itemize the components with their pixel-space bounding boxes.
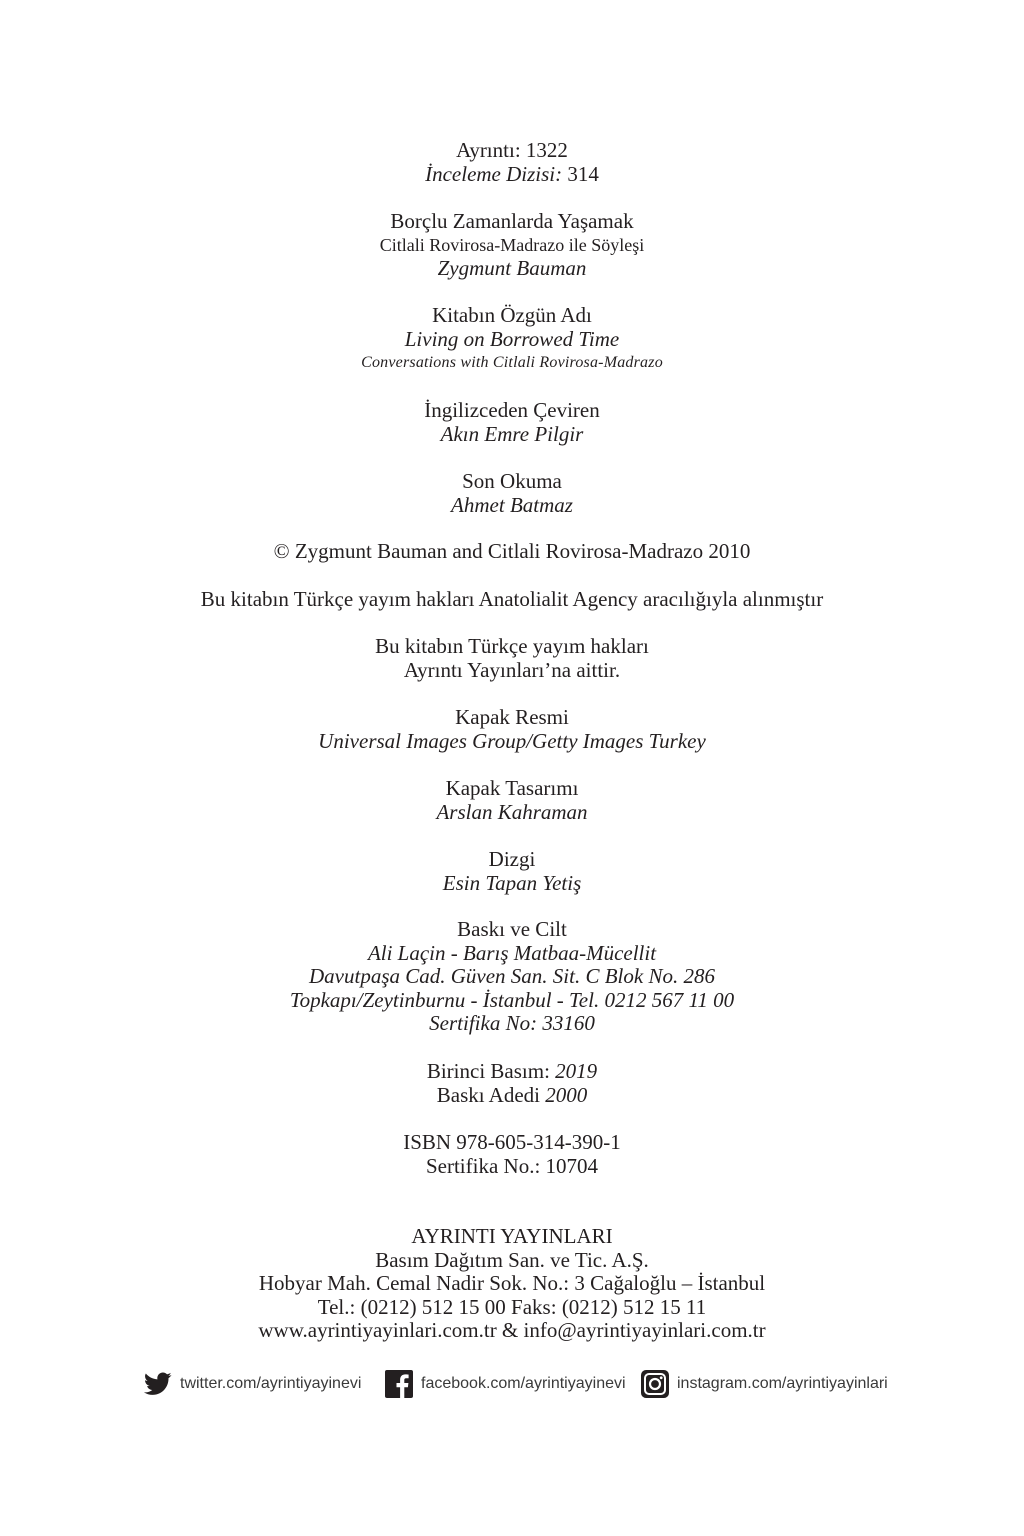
print-run [0,1084,1024,1108]
translator-heading: İngilizceden Çeviren [424,398,600,422]
first-edition [0,1060,1024,1084]
book-subtitle: Citlali Rovirosa-Madrazo ile Söyleşi [379,234,645,255]
typesetting-name: Esin Tapan Yetiş [442,870,582,895]
facebook-icon [385,1370,413,1398]
printing-heading: Baskı ve Cilt [457,917,567,941]
title-block [0,210,1024,281]
cover-image-heading: Kapak Resmi [455,705,569,729]
print-run-label: Baskı Adedi [436,1082,540,1107]
copyright-block [0,540,1024,564]
series-dizi [0,163,1024,187]
original-title-block [0,304,1024,375]
translator-name: Akın Emre Pilgir [440,421,584,446]
isbn-block [0,1131,1024,1178]
series-dizi-number: 314 [567,161,599,186]
rights-owner-line1: Bu kitabın Türkçe yayım hakları [375,634,649,658]
rights-agency-block [0,588,1024,612]
series-number: Ayrıntı: 1322 [456,138,568,162]
printing-block [0,918,1024,1036]
twitter-icon [144,1372,172,1396]
cover-design-block [0,777,1024,824]
rights-owner-block [0,635,1024,682]
instagram-icon [641,1370,669,1398]
publisher-name: AYRINTI YAYINLARI [411,1224,613,1248]
facebook-link[interactable] [385,1368,626,1400]
cover-image-credit: Universal Images Group/Getty Images Turkey [318,728,706,753]
proofreading-name: Ahmet Batmaz [451,492,573,517]
cover-design-name: Arslan Kahraman [436,799,588,824]
cover-design-heading: Kapak Tasarımı [445,776,579,800]
instagram-handle: instagram.com/ayrintiyayinlari [677,1375,888,1392]
facebook-handle: facebook.com/ayrintiyayinevi [421,1375,626,1392]
instagram-link[interactable] [641,1368,888,1400]
original-title: Living on Borrowed Time [404,326,620,351]
proofreading-block [0,470,1024,517]
rights-owner-line2: Ayrıntı Yayınları’na aittir. [403,657,621,682]
rights-agency-line: Bu kitabın Türkçe yayım hakları Anatolialit Agency aracılığıyla alınmıştır [200,587,824,611]
printing-line4: Sertifika No: 33160 [429,1011,595,1035]
printing-line3: Topkapı/Zeytinburnu - İstanbul - Tel. 0212 567 11 00 [289,987,735,1012]
original-title-heading: Kitabın Özgün Adı [432,303,592,327]
proofreading-heading: Son Okuma [462,469,562,493]
typesetting-heading: Dizgi [488,847,536,871]
cover-image-block [0,706,1024,753]
copyright-line: © Zygmunt Bauman and Citlali Rovirosa-Madrazo 2010 [273,539,751,563]
isbn: ISBN 978-605-314-390-1 [403,1130,621,1154]
printing-line2: Davutpaşa Cad. Güven San. Sit. C Blok No. 286 [309,964,715,988]
publisher-web: www.ayrintiyayinlari.com.tr & info@ayrintiyayinlari.com.tr [258,1318,766,1342]
edition-block [0,1060,1024,1107]
first-edition-label: Birinci Basım: [426,1059,550,1083]
twitter-handle: twitter.com/ayrintiyayinevi [180,1375,362,1392]
series-info [0,139,1024,186]
typesetting-block [0,848,1024,895]
first-edition-year: 2019 [555,1059,598,1083]
print-run-value: 2000 [545,1082,588,1107]
certificate-number: Sertifika No.: 10704 [425,1153,599,1178]
publisher-block [0,1225,1024,1343]
publisher-company: Basım Dağıtım San. ve Tic. A.Ş. [375,1247,649,1272]
publisher-address: Hobyar Mah. Cemal Nadir Sok. No.: 3 Cağaloğlu – İstanbul [258,1271,766,1295]
original-subtitle: Conversations with Citlali Rovirosa-Madrazo [361,354,663,371]
publisher-phone: Tel.: (0212) 512 15 00 Faks: (0212) 512 15 11 [317,1294,707,1319]
series-dizi-label: İnceleme Dizisi: [425,161,563,186]
book-title: Borçlu Zamanlarda Yaşamak [390,209,634,233]
twitter-link[interactable] [144,1368,361,1400]
book-author: Zygmunt Bauman [437,256,587,280]
translator-block [0,399,1024,446]
printing-line1: Ali Laçin - Barış Matbaa-Mücellit [367,940,657,965]
